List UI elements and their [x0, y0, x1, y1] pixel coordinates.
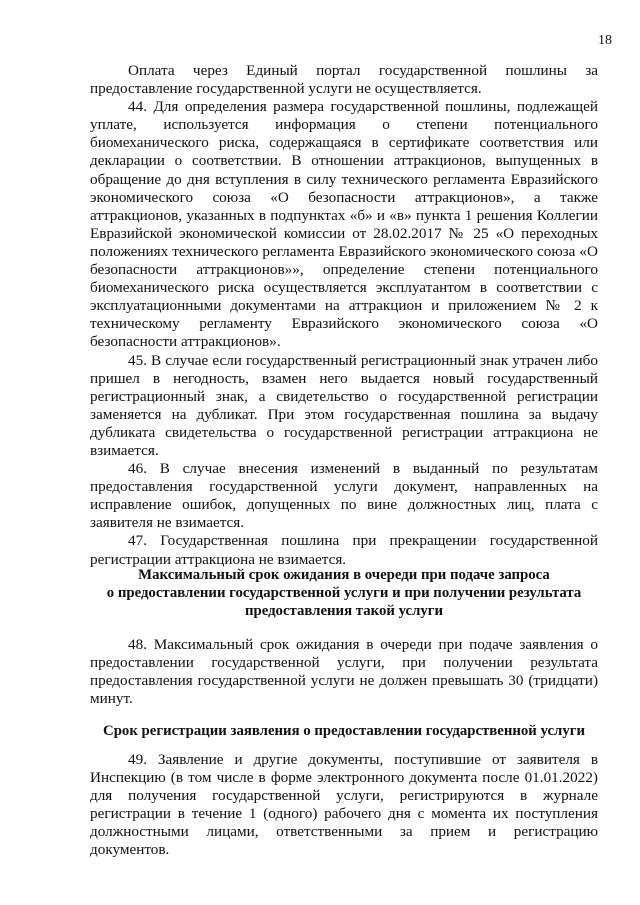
section-heading-registration [90, 722, 598, 740]
paragraph-46: 46. В случае внесения изменений в выданный по результатам предоставления государственной услуги документ, направленных на исправление ошибок, допущенных по вине должностных лиц, плата с заявителя не взимается. [90, 460, 598, 532]
paragraph-44: 44. Для определения размера государственной пошлины, подлежащей уплате, используется информация о степени потенциального биомеханического риска, содержащаяся в сертификате соответствия или декларации о соответствии. В отношении аттракционов, выпущенных в обращение до дня вступления в силу технического регламента Евразийского экономического союза «О безопасности аттракционов», а также аттракционов, указанных в подпунктах «б» и «в» пункта 1 решения Коллегии Евразийской экономической комиссии от 28.02.2017 № 25 «О переходных положениях технического регламента Евразийского экономического союза «О безопасности аттракционов»», определение степени потенциального биомеханического риска осуществляется эксплуатантом в соответствии с эксплуатационными документами на аттракцион и приложением № 2 к техническому регламенту Евразийского экономического союза «О безопасности аттракционов». [90, 98, 598, 351]
heading-line: Максимальный срок ожидания в очереди при подаче запроса [138, 567, 550, 583]
paragraph-45: 45. В случае если государственный регистрационный знак утрачен либо пришел в негодность, взамен него выдается новый государственный регистрационный знак, а свидетельство о государственной регистрации заменяется на дубликат. При этом государственная пошлина за выдачу дубликата свидетельства о государственной регистрации аттракциона не взимается. [90, 351, 598, 459]
page-number: 18 [598, 33, 612, 48]
body-section-queue [90, 636, 598, 708]
paragraph-47: 47. Государственная пошлина при прекращении государственной регистрации аттракциона не взимается. [90, 532, 598, 568]
heading-line: о предоставлении государственной услуги и при получении результата [106, 585, 582, 602]
heading-line: предоставления такой услуги [244, 603, 444, 620]
heading-line: Срок регистрации заявления о предоставлении государственной услуги [103, 723, 585, 739]
paragraph-49: 49. Заявление и другие документы, поступившие от заявителя в Инспекцию (в том числе в форме электронного документа после 01.01.2022) для получения государственной услуги, регистрируются в журнале регистрации в течение 1 (одного) рабочего дня с момента их поступления должностными лицами, ответственными за прием и регистрацию документов. [90, 751, 598, 859]
body-section-fees [90, 62, 598, 569]
section-heading-queue-time [90, 566, 598, 621]
paragraph-48: 48. Максимальный срок ожидания в очереди при подаче заявления о предоставлении государственной услуги, при получении результата предоставления государственной услуги не должен превышать 30 (тридцати) минут. [90, 636, 598, 708]
paragraph-payment-portal: Оплата через Единый портал государственной пошлины за предоставление государственной услуги не осуществляется. [90, 62, 598, 98]
body-section-registration [90, 751, 598, 860]
